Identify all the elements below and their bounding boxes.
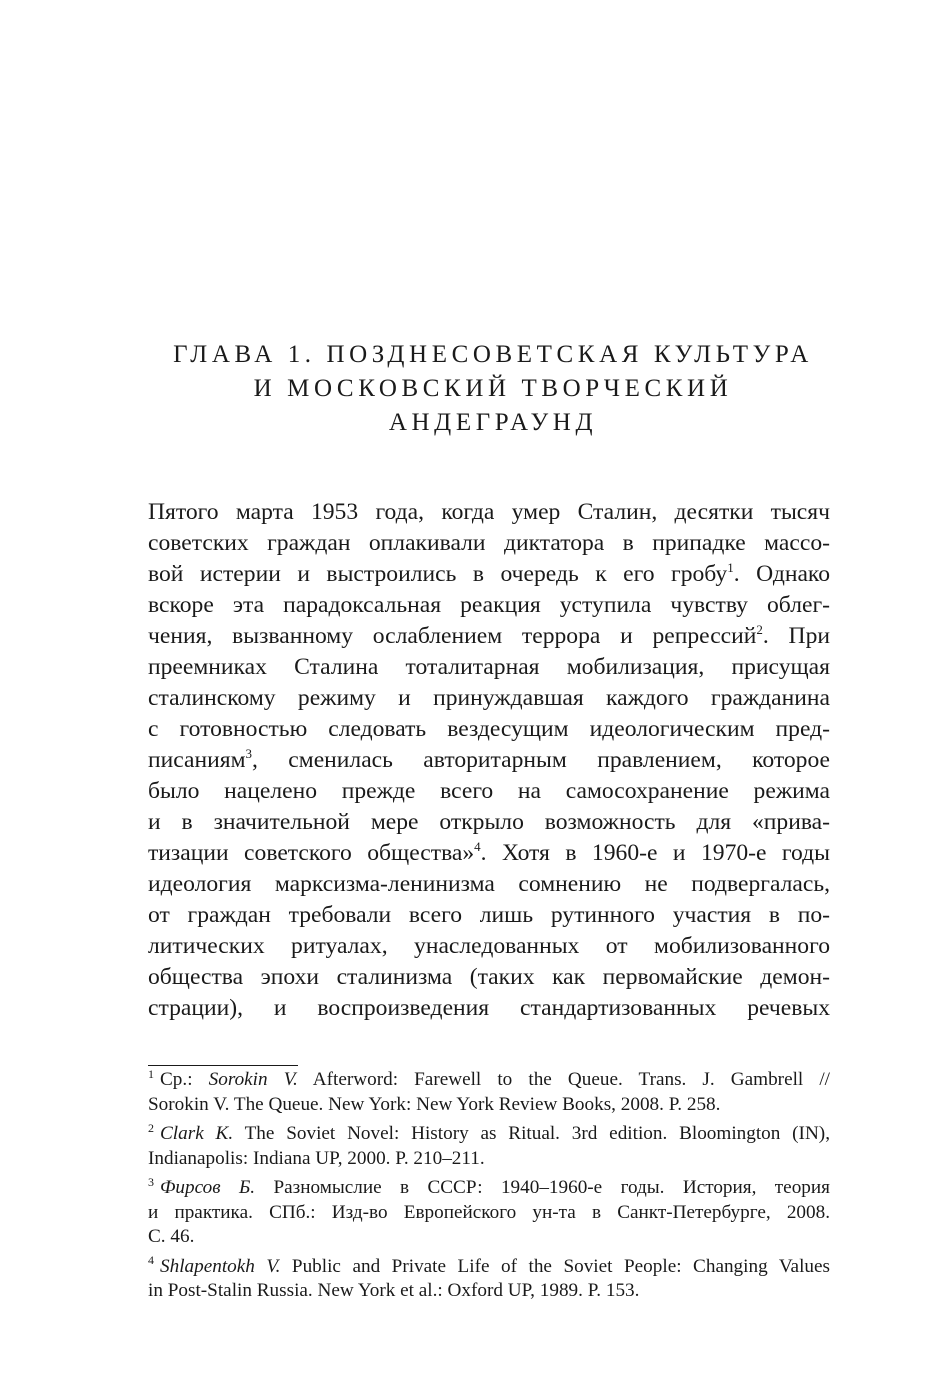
footnote-reference[interactable]: 4: [474, 839, 481, 855]
body-line-text: литических ритуалах, унаследованных от мобилизованного: [148, 933, 830, 959]
body-line: [148, 807, 830, 838]
body-line: [148, 714, 830, 745]
body-line-text: тизации советского общества»: [148, 840, 475, 866]
footnote-number: 2: [148, 1120, 154, 1135]
footnote-number: 4: [148, 1253, 154, 1268]
body-paragraph: [148, 497, 830, 1024]
body-line: [148, 993, 830, 1024]
body-line-text: чения, вызванному ослаблением террора и репрессий: [148, 623, 757, 649]
footnote-text: С. 46.: [148, 1226, 195, 1247]
footnote-divider: [148, 1065, 298, 1066]
footnotes: [148, 1068, 830, 1309]
body-line-text: . При: [762, 623, 831, 649]
body-line: [148, 900, 830, 931]
body-line: [148, 683, 830, 714]
body-line-text: Пятого марта 1953 года, когда умер Сталин, десятки тысяч: [148, 499, 830, 525]
chapter-title-line: АНДЕГРАУНД: [388, 409, 598, 436]
body-line: [148, 590, 830, 621]
footnote-text: Public and Private Life of the Soviet People: Changing Values: [280, 1255, 830, 1277]
footnote-text: и практика. СПб.: Изд-во Европейского ун-та в Санкт-Петербурге, 2008.: [148, 1201, 830, 1223]
footnote-line: [148, 1279, 830, 1304]
body-line: [148, 497, 830, 528]
footnote-author: Sorokin V.: [208, 1069, 298, 1090]
footnote-reference[interactable]: 2: [756, 622, 763, 638]
body-line-text: советских граждан оплакивали диктатора в припадке массо-: [148, 530, 830, 556]
chapter-title-line: И МОСКОВСКИЙ ТВОРЧЕСКИЙ: [253, 375, 733, 402]
body-line: [148, 559, 830, 590]
body-line-text: страции), и воспроизведения стандартизованных речевых: [148, 995, 830, 1021]
footnote-1: [148, 1068, 830, 1117]
body-line: [148, 962, 830, 993]
footnote-4: [148, 1255, 830, 1304]
body-line-text: от граждан требовали всего лишь рутинного участия в по-: [148, 902, 830, 928]
footnote-line: [148, 1093, 830, 1118]
footnote-text: in Post-Stalin Russia. New York et al.: Oxford UP, 1989. P. 153.: [148, 1280, 640, 1301]
footnote-3: [148, 1176, 830, 1250]
body-line: [148, 869, 830, 900]
footnote-author: Фирсов Б.: [160, 1177, 256, 1198]
body-line-text: общества эпохи сталинизма (таких как первомайские демон-: [148, 964, 830, 990]
body-line: [148, 652, 830, 683]
body-line-text: , сменилась авторитарным правлением, которое: [252, 747, 830, 773]
body-line-text: и в значительной мере открыло возможность для «прива-: [148, 809, 830, 835]
body-line-text: с готовностью следовать вездесущим идеологическим пред-: [148, 716, 830, 742]
body-line: [148, 838, 830, 869]
footnote-line: [148, 1122, 830, 1147]
body-line-text: сталинскому режиму и принуждавшая каждого гражданина: [148, 685, 830, 711]
body-line: [148, 776, 830, 807]
body-line: [148, 528, 830, 559]
footnote-prefix: Ср.:: [160, 1069, 209, 1090]
body-line: [148, 621, 830, 652]
footnote-text: Afterword: Farewell to the Queue. Trans. J. Gambrell //: [297, 1069, 830, 1090]
body-line-text: вскоре эта парадоксальная реакция уступила чувству облег-: [148, 592, 830, 618]
footnote-reference[interactable]: 1: [727, 560, 734, 576]
footnote-line: [148, 1225, 830, 1250]
body-line: [148, 745, 830, 776]
footnote-line: [148, 1147, 830, 1172]
footnote-text: Разномыслие в СССР: 1940–1960-е годы. История, теория: [255, 1177, 830, 1198]
footnote-author: Shlapentokh V.: [160, 1255, 281, 1277]
footnote-line: [148, 1201, 830, 1226]
footnote-number: 1: [148, 1066, 154, 1081]
body-line-text: было нацелено прежде всего на самосохранение режима: [148, 778, 830, 804]
body-line-text: . Однако: [733, 561, 830, 587]
chapter-title-line: ГЛАВА 1. ПОЗДНЕСОВЕТСКАЯ КУЛЬТУРА: [173, 341, 813, 368]
footnote-text: Sorokin V. The Queue. New York: New York Review Books, 2008. P. 258.: [148, 1093, 721, 1115]
footnote-line: [148, 1176, 830, 1201]
body-line: [148, 931, 830, 962]
body-line-text: идеология марксизма-ленинизма сомнению не подвергалась,: [148, 871, 830, 897]
footnote-line: [148, 1068, 830, 1093]
footnote-reference[interactable]: 3: [245, 746, 253, 762]
body-line-text: преемниках Сталина тоталитарная мобилизация, присущая: [148, 654, 830, 680]
footnote-line: [148, 1255, 830, 1280]
footnote-2: [148, 1122, 830, 1171]
footnote-text: Indianapolis: Indiana UP, 2000. P. 210–211.: [148, 1147, 485, 1169]
footnote-number: 3: [148, 1174, 154, 1189]
footnote-author: Clark K.: [160, 1123, 234, 1144]
footnote-text: The Soviet Novel: History as Ritual. 3rd edition. Bloomington (IN),: [233, 1123, 830, 1144]
chapter-title: [148, 338, 838, 440]
body-line-text: писаниям: [148, 747, 246, 773]
body-line-text: . Хотя в 1960-е и 1970-е годы: [480, 840, 830, 866]
body-line-text: вой истерии и выстроились в очередь к его гробу: [148, 561, 728, 587]
